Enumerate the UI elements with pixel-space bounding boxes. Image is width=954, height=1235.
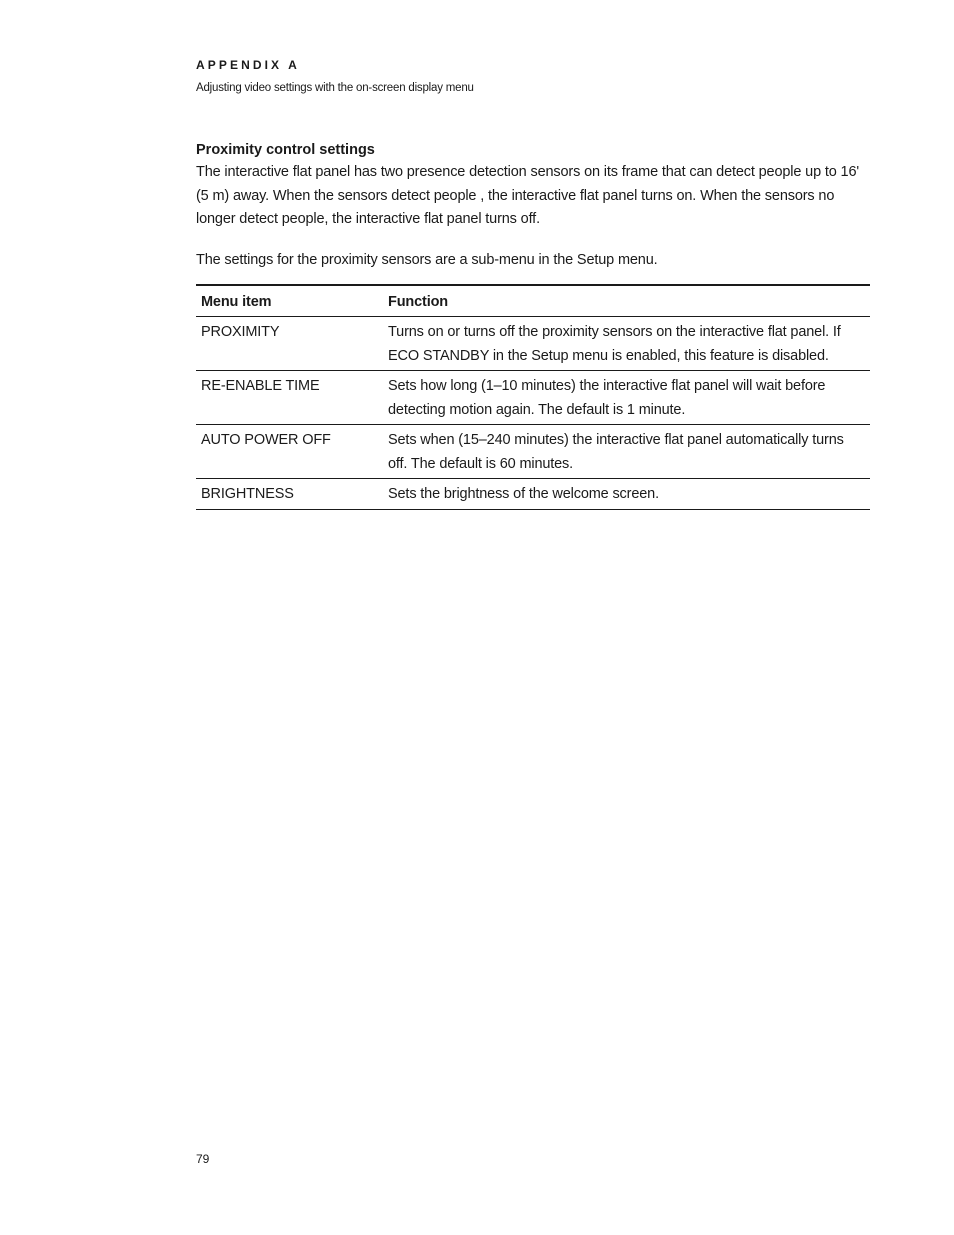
table-row (196, 479, 870, 510)
page-number: 79 (196, 1152, 210, 1166)
function-cell: Turns on or turns off the proximity sensors on the interactive flat panel. If ECO STANDBY in the Setup menu is enabled, this feature is disabled. (388, 324, 841, 364)
menu-item-cell: AUTO POWER OFF (201, 432, 331, 448)
function-cell: Sets the brightness of the welcome screen. (388, 486, 659, 502)
settings-table (196, 284, 870, 510)
intro-paragraph: The interactive flat panel has two presence detection sensors on its frame that can detect people up to 16' (5 m) away. When the sensors detect people , the interactive flat panel turns on. When the sensors no longer detect people, the interactive flat panel turns off. (196, 164, 859, 227)
function-cell: Sets when (15–240 minutes) the interactive flat panel automatically turns off. The default is 60 minutes. (388, 432, 844, 472)
table-header-row (196, 285, 870, 317)
submenu-note: The settings for the proximity sensors are a sub-menu in the Setup menu. (196, 252, 658, 268)
menu-item-cell: BRIGHTNESS (201, 486, 294, 502)
table-row (196, 317, 870, 371)
table-row (196, 425, 870, 479)
menu-item-cell: PROXIMITY (201, 324, 280, 340)
chapter-title: Adjusting video settings with the on-screen display menu (196, 82, 474, 94)
function-cell: Sets how long (1–10 minutes) the interactive flat panel will wait before detecting motion again. The default is 1 minute. (388, 378, 826, 418)
table-row (196, 371, 870, 425)
section-heading: Proximity control settings (196, 142, 375, 158)
column-header-menu-item: Menu item (201, 294, 272, 310)
menu-item-cell: RE-ENABLE TIME (201, 378, 320, 394)
appendix-label: APPENDIX A (196, 58, 300, 72)
column-header-function: Function (388, 294, 449, 310)
